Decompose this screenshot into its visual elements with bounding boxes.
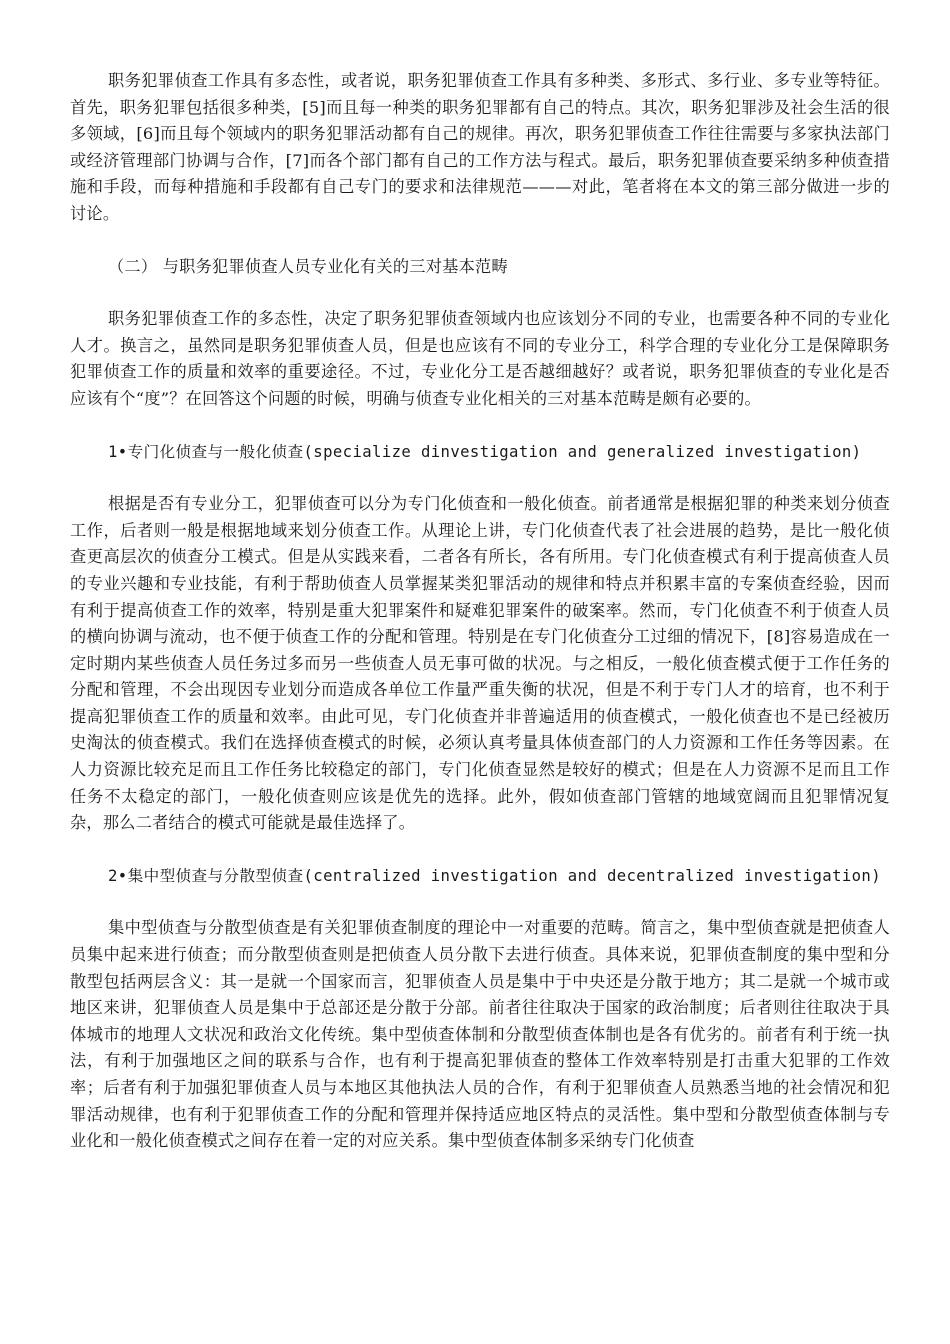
- section-heading: （二） 与职务犯罪侦查人员专业化有关的三对基本范畴: [108, 256, 508, 276]
- paragraph-specialization-degree: 职务犯罪侦查工作的多态性，决定了职务犯罪侦查领域内也应该划分不同的专业，也需要各种不同的专业化人才。换言之，虽然同是职务犯罪侦查人员，但是也应该有不同的专业分工，科学合理的专业化分工是保障职务犯罪侦查工作的质量和效率的重要途径。不过，专业化分工是否越细越好？或者说，职务犯罪侦查的专业化是否应该有个“度”？在回答这个问题的时候，明确与侦查专业化相关的三对基本范畴是颇有必要的。: [70, 309, 890, 408]
- document-page: [70, 68, 890, 1181]
- subheading-specialized-vs-generalized: 1•专门化侦查与一般化侦查(specialize dinvestigation and generalized investigation): [108, 442, 862, 461]
- subheading-centralized-vs-decentralized: 2•集中型侦查与分散型侦查(centralized investigation and decentralized investigation): [108, 866, 882, 885]
- paragraph-centralized-vs-decentralized: 集中型侦查与分散型侦查是有关犯罪侦查制度的理论中一对重要的范畴。简言之，集中型侦查就是把侦查人员集中起来进行侦查；而分散型侦查则是把侦查人员分散下去进行侦查。具体来说，犯罪侦查制度的集中型和分散型包括两层含义：其一是就一个国家而言，犯罪侦查人员是集中于中央还是分散于地方；其二是就一个城市或地区来讲，犯罪侦查人员是集中于总部还是分散于分部。前者往往取决于国家的政治制度；后者则往往取决于具体城市的地理人文状况和政治文化传统。集中型侦查体制和分散型侦查体制也是各有优劣的。前者有利于统一执法，有利于加强地区之间的联系与合作，也有利于提高犯罪侦查的整体工作效率特别是打击重大犯罪的工作效率；后者有利于加强犯罪侦查人员与本地区其他执法人员的合作，有利于犯罪侦查人员熟悉当地的社会情况和犯罪活动规律，也有利于犯罪侦查工作的分配和管理并保持适应地区特点的灵活性。集中型和分散型侦查体制与专业化和一般化侦查模式之间存在着一定的对应关系。集中型侦查体制多采纳专门化侦查: [70, 918, 890, 1151]
- paragraph-specialized-vs-generalized: 根据是否有专业分工，犯罪侦查可以分为专门化侦查和一般化侦查。前者通常是根据犯罪的种类来划分侦查工作，后者则一般是根据地域来划分侦查工作。从理论上讲，专门化侦查代表了社会进展的趋势，是比一般化侦查更高层次的侦查分工模式。但是从实践来看，二者各有所长，各有所用。专门化侦查模式有利于提高侦查人员的专业兴趣和专业技能，有利于帮助侦查人员掌握某类犯罪活动的规律和特点并积累丰富的专案侦查经验，因而有利于提高侦查工作的效率，特别是重大犯罪案件和疑难犯罪案件的破案率。然而，专门化侦查不利于侦查人员的横向协调与流动，也不便于侦查工作的分配和管理。特别是在专门化侦查分工过细的情况下，[8]容易造成在一定时期内某些侦查人员任务过多而另一些侦查人员无事可做的状况。与之相反，一般化侦查模式便于工作任务的分配和管理，不会出现因专业划分而造成各单位工作量严重失衡的状况，但是不利于专门人才的培育，也不利于提高犯罪侦查工作的质量和效率。由此可见，专门化侦查并非普遍适用的侦查模式，一般化侦查也不是已经被历史淘汰的侦查模式。我们在选择侦查模式的时候，必须认真考量具体侦查部门的人力资源和工作任务等因素。在人力资源比较充足而且工作任务比较稳定的部门，专门化侦查显然是较好的模式；但是在人力资源不足而且工作任务不太稳定的部门，一般化侦查则应该是优先的选择。此外，假如侦查部门管辖的地域宽阔而且犯罪情况复杂，那么二者结合的模式可能就是最佳选择了。: [70, 494, 890, 833]
- paragraph-multiformity: 职务犯罪侦查工作具有多态性，或者说，职务犯罪侦查工作具有多种类、多形式、多行业、多专业等特征。首先，职务犯罪包括很多种类，[5]而且每一种类的职务犯罪都有自己的特点。其次，职务犯罪涉及社会生活的很多领域，[6]而且每个领域内的职务犯罪活动都有自己的规律。再次，职务犯罪侦查工作往往需要与多家执法部门或经济管理部门协调与合作，[7]而各个部门都有自己的工作方法与程式。最后，职务犯罪侦查要采纳多种侦查措施和手段，而每种措施和手段都有自己专门的要求和法律规范———对此，笔者将在本文的第三部分做进一步的讨论。: [70, 71, 890, 223]
